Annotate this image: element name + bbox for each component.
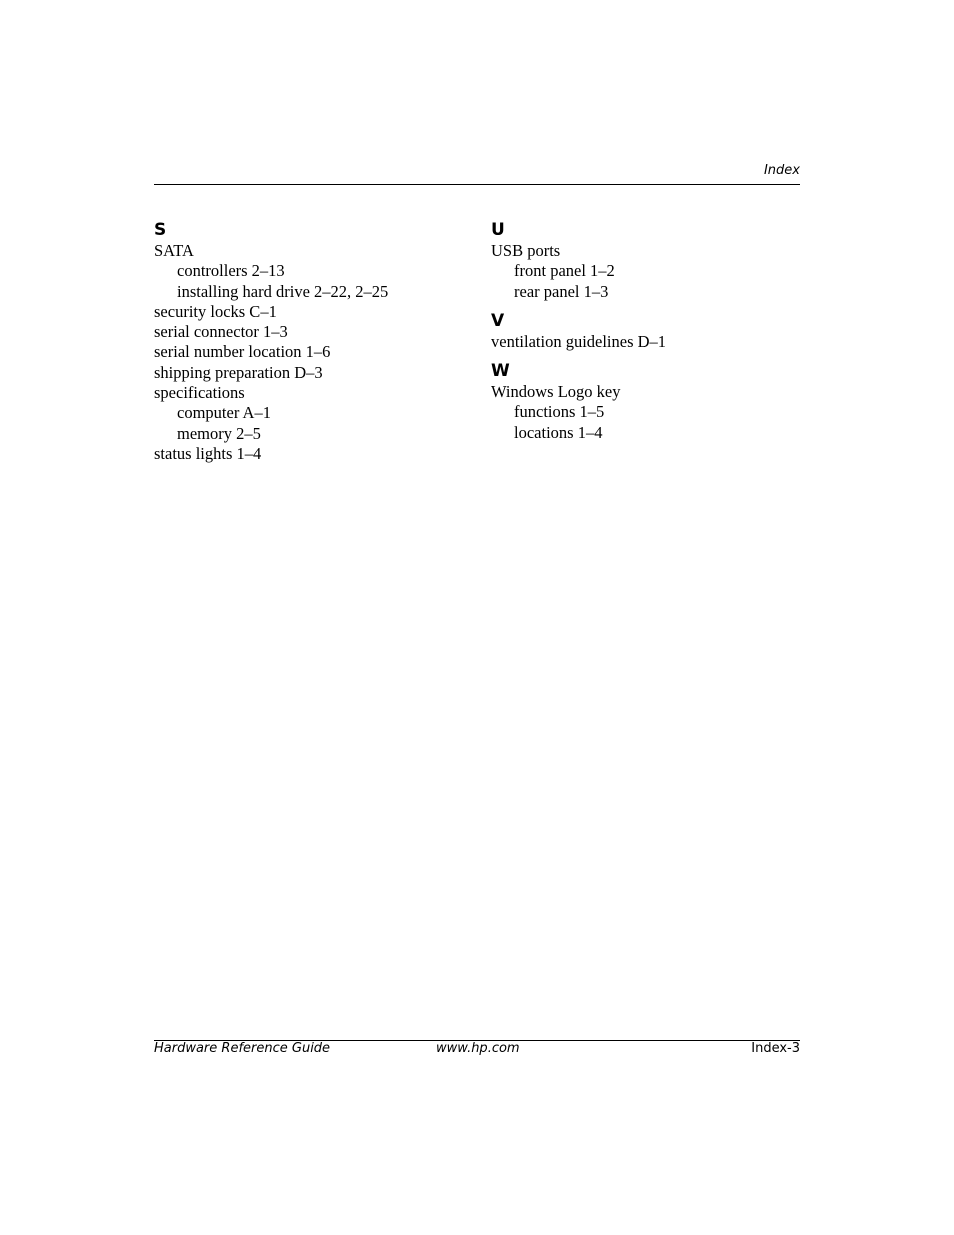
running-head-title: Index: [763, 163, 800, 178]
index-entry-windows-logo-key: Windows Logo key: [491, 382, 621, 402]
footer-website: www.hp.com: [436, 1041, 520, 1056]
index-subentry-locations: locations 1–4: [514, 422, 603, 442]
index-letter-s: S: [154, 220, 167, 240]
header-rule: [154, 184, 800, 185]
index-subentry-spec-computer: computer A–1: [177, 403, 271, 423]
index-subentry-sata-installing: installing hard drive 2–22, 2–25: [177, 281, 389, 301]
index-subentry-front-panel: front panel 1–2: [514, 261, 615, 281]
footer-page-number: Index-3: [751, 1041, 800, 1056]
index-subentry-spec-memory: memory 2–5: [177, 423, 261, 443]
index-entry-ventilation: ventilation guidelines D–1: [491, 331, 667, 351]
index-entry-serial-connector: serial connector 1–3: [154, 322, 288, 342]
index-letter-u: U: [491, 220, 505, 240]
index-letter-v: V: [491, 310, 505, 331]
footer-guide-title: Hardware Reference Guide: [154, 1041, 331, 1056]
index-entry-status-lights: status lights 1–4: [154, 443, 262, 463]
index-letter-w: W: [491, 361, 510, 382]
index-subentry-functions: functions 1–5: [514, 402, 605, 422]
index-entry-shipping: shipping preparation D–3: [154, 362, 323, 382]
index-subentry-rear-panel: rear panel 1–3: [514, 281, 609, 301]
index-entry-sata: SATA: [154, 241, 194, 260]
index-column-right: [491, 219, 811, 443]
index-column-left: [154, 219, 474, 464]
index-entry-specifications: specifications: [154, 383, 245, 403]
index-entry-security-locks: security locks C–1: [154, 301, 277, 321]
index-entry-usb-ports: USB ports: [491, 241, 561, 260]
index-entry-serial-number: serial number location 1–6: [154, 342, 331, 362]
index-subentry-sata-controllers: controllers 2–13: [177, 261, 285, 281]
